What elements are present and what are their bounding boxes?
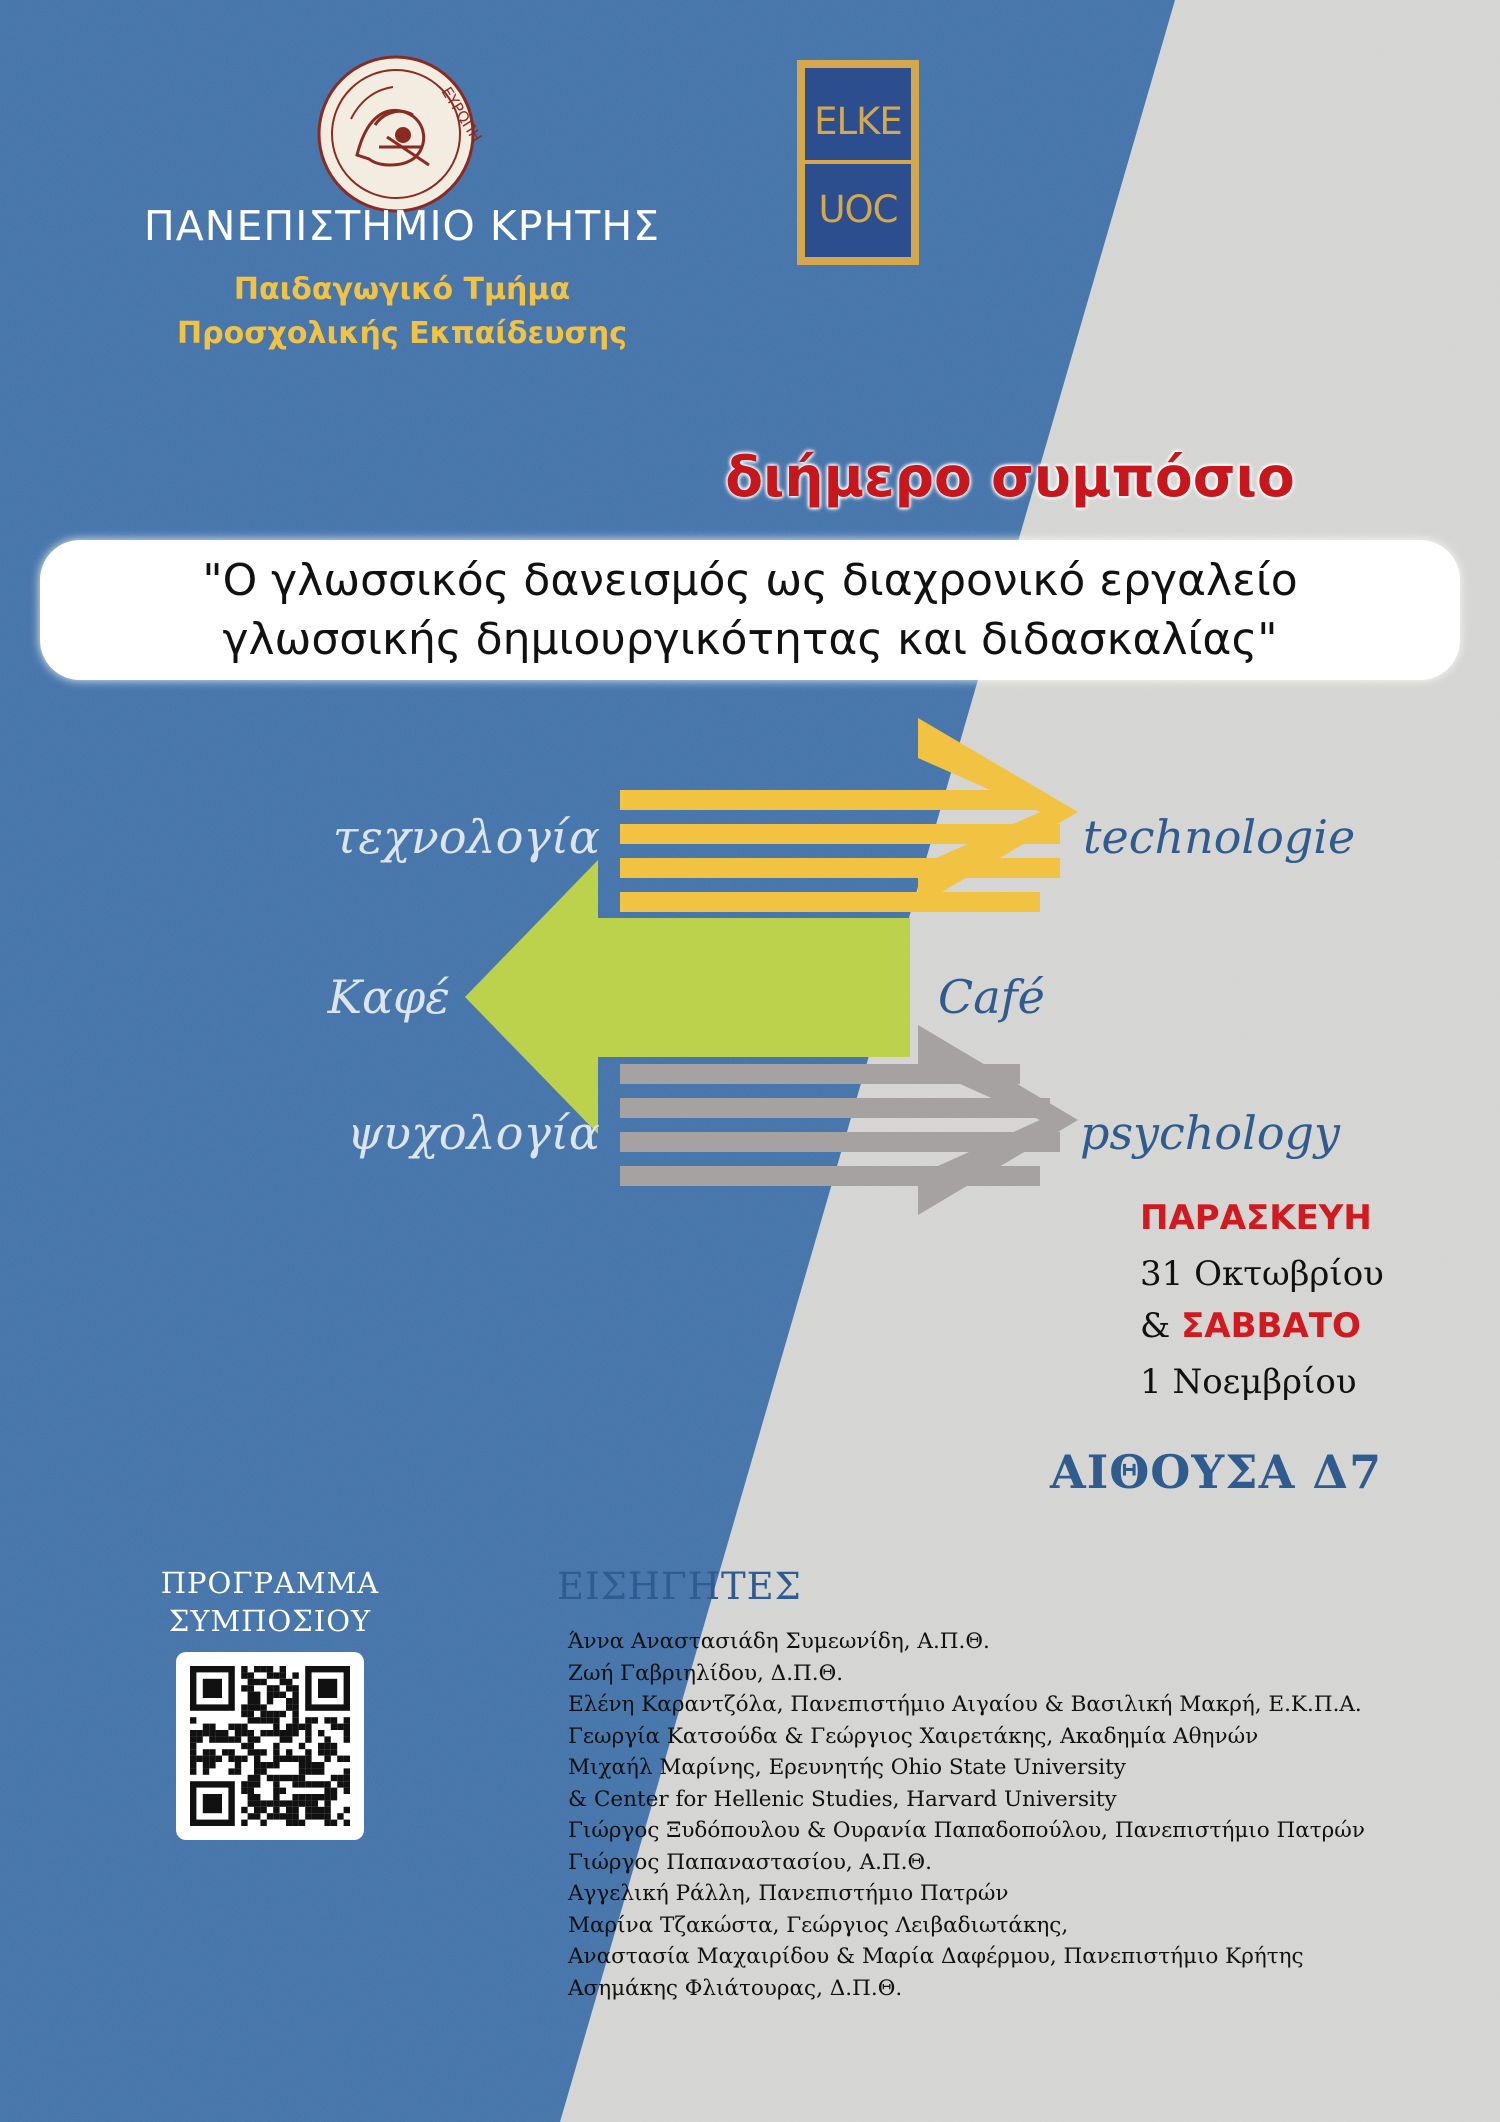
program-qr-code[interactable] xyxy=(176,1652,364,1840)
department-line-2: Προσχολικής Εκπαίδευσης xyxy=(177,316,627,351)
grey-arrow-head xyxy=(918,1025,1078,1215)
yellow-bar-2 xyxy=(620,824,1060,844)
word-left-3: ψυχολογία xyxy=(346,1106,600,1160)
yellow-bar-4 xyxy=(620,892,1040,912)
department-line-1: Παιδαγωγικό Τμήμα xyxy=(233,272,571,307)
speaker-entry: & Center for Hellenic Studies, Harvard University xyxy=(568,1786,1117,1812)
date-1: 31 Οκτωβρίου xyxy=(1140,1254,1384,1294)
speaker-entry: Γιώργος Ξυδόπουλου & Ουρανία Παπαδοπούλου, Πανεπιστήμιο Πατρών xyxy=(568,1818,1365,1843)
program-label-2: ΣΥΜΠΟΣΙΟΥ xyxy=(168,1604,372,1638)
speakers-heading: ΕΙΣΗΓΗΤΕΣ xyxy=(557,1565,802,1608)
date-ampersand: & xyxy=(1140,1306,1182,1346)
word-right-2: Café xyxy=(938,970,1045,1024)
speaker-entry: Αγγελική Ράλλη, Πανεπιστήμιο Πατρών xyxy=(568,1881,1009,1906)
date-2: 1 Νοεμβρίου xyxy=(1140,1362,1357,1402)
speaker-entry: Ελένη Καραντζόλα, Πανεπιστήμιο Αιγαίου & Βασιλική Μακρή, Ε.Κ.Π.Α. xyxy=(568,1692,1362,1717)
program-label-1: ΠΡΟΓΡΑΜΜΑ xyxy=(160,1566,380,1600)
speaker-entry: Μαρίνα Τζακώστα, Γεώργιος Λειβαδιωτάκης, xyxy=(568,1912,1069,1938)
seal-lettering: ΕΥΡΩΠΗ xyxy=(437,83,486,146)
date-day-2-line xyxy=(1140,1306,1361,1346)
logo-text-top: ELKE xyxy=(814,100,902,143)
date-day-2: ΣΑΒΒΑΤΟ xyxy=(1181,1306,1361,1346)
speakers-list xyxy=(568,1626,1365,2004)
speaker-entry: Γεωργία Κατσούδα & Γεώργιος Χαιρετάκης, Ακαδημία Αθηνών xyxy=(568,1723,1259,1749)
yellow-arrow xyxy=(620,718,1078,912)
yellow-bar-3 xyxy=(620,858,1060,878)
speaker-entry: Ασημάκης Φλιάτουρας, Δ.Π.Θ. xyxy=(568,1975,903,2001)
title-line-1: "Ο γλωσσικός δανεισμός ως διαχρονικό εργαλείο xyxy=(202,555,1298,606)
speaker-entry: Ζωή Γαβριηλίδου, Δ.Π.Θ. xyxy=(568,1660,844,1686)
title-line-2: γλωσσικής δημιουργικότητας και διδασκαλίας" xyxy=(222,614,1278,665)
word-left-1: τεχνολογία xyxy=(332,810,600,864)
qr-code-icon xyxy=(176,1652,364,1840)
word-right-1: technologie xyxy=(1083,810,1356,864)
university-name: ΠΑΝΕΠΙΣΤΗΜΙΟ ΚΡΗΤΗΣ xyxy=(143,202,661,250)
speaker-entry: Γιώργος Παπαναστασίου, Α.Π.Θ. xyxy=(568,1849,932,1875)
grey-bar-3 xyxy=(620,1132,1060,1152)
grey-bar-2 xyxy=(620,1098,1050,1118)
word-left-2: Καφέ xyxy=(327,970,450,1024)
word-right-3: psychology xyxy=(1080,1106,1340,1160)
yellow-bar-1 xyxy=(620,790,1040,810)
grey-bar-1 xyxy=(620,1064,1020,1084)
logo-text-bottom: UOC xyxy=(818,188,898,231)
speaker-entry: Μιχαήλ Μαρίνης, Ερευνητής Ohio State University xyxy=(568,1755,1126,1780)
grey-bar-4 xyxy=(620,1166,1040,1186)
venue-room: ΑΙΘΟΥΣΑ Δ7 xyxy=(1050,1445,1383,1499)
speaker-entry: Αναστασία Μαχαιρίδου & Μαρία Δαφέρμου, Πανεπιστήμιο Κρήτης xyxy=(568,1944,1304,1969)
event-type: διήμερο συμπόσιο xyxy=(725,445,1295,509)
date-day-1: ΠΑΡΑΣΚΕΥΗ xyxy=(1140,1198,1372,1238)
speaker-entry: Άννα Αναστασιάδη Συμεωνίδη, Α.Π.Θ. xyxy=(568,1629,990,1654)
